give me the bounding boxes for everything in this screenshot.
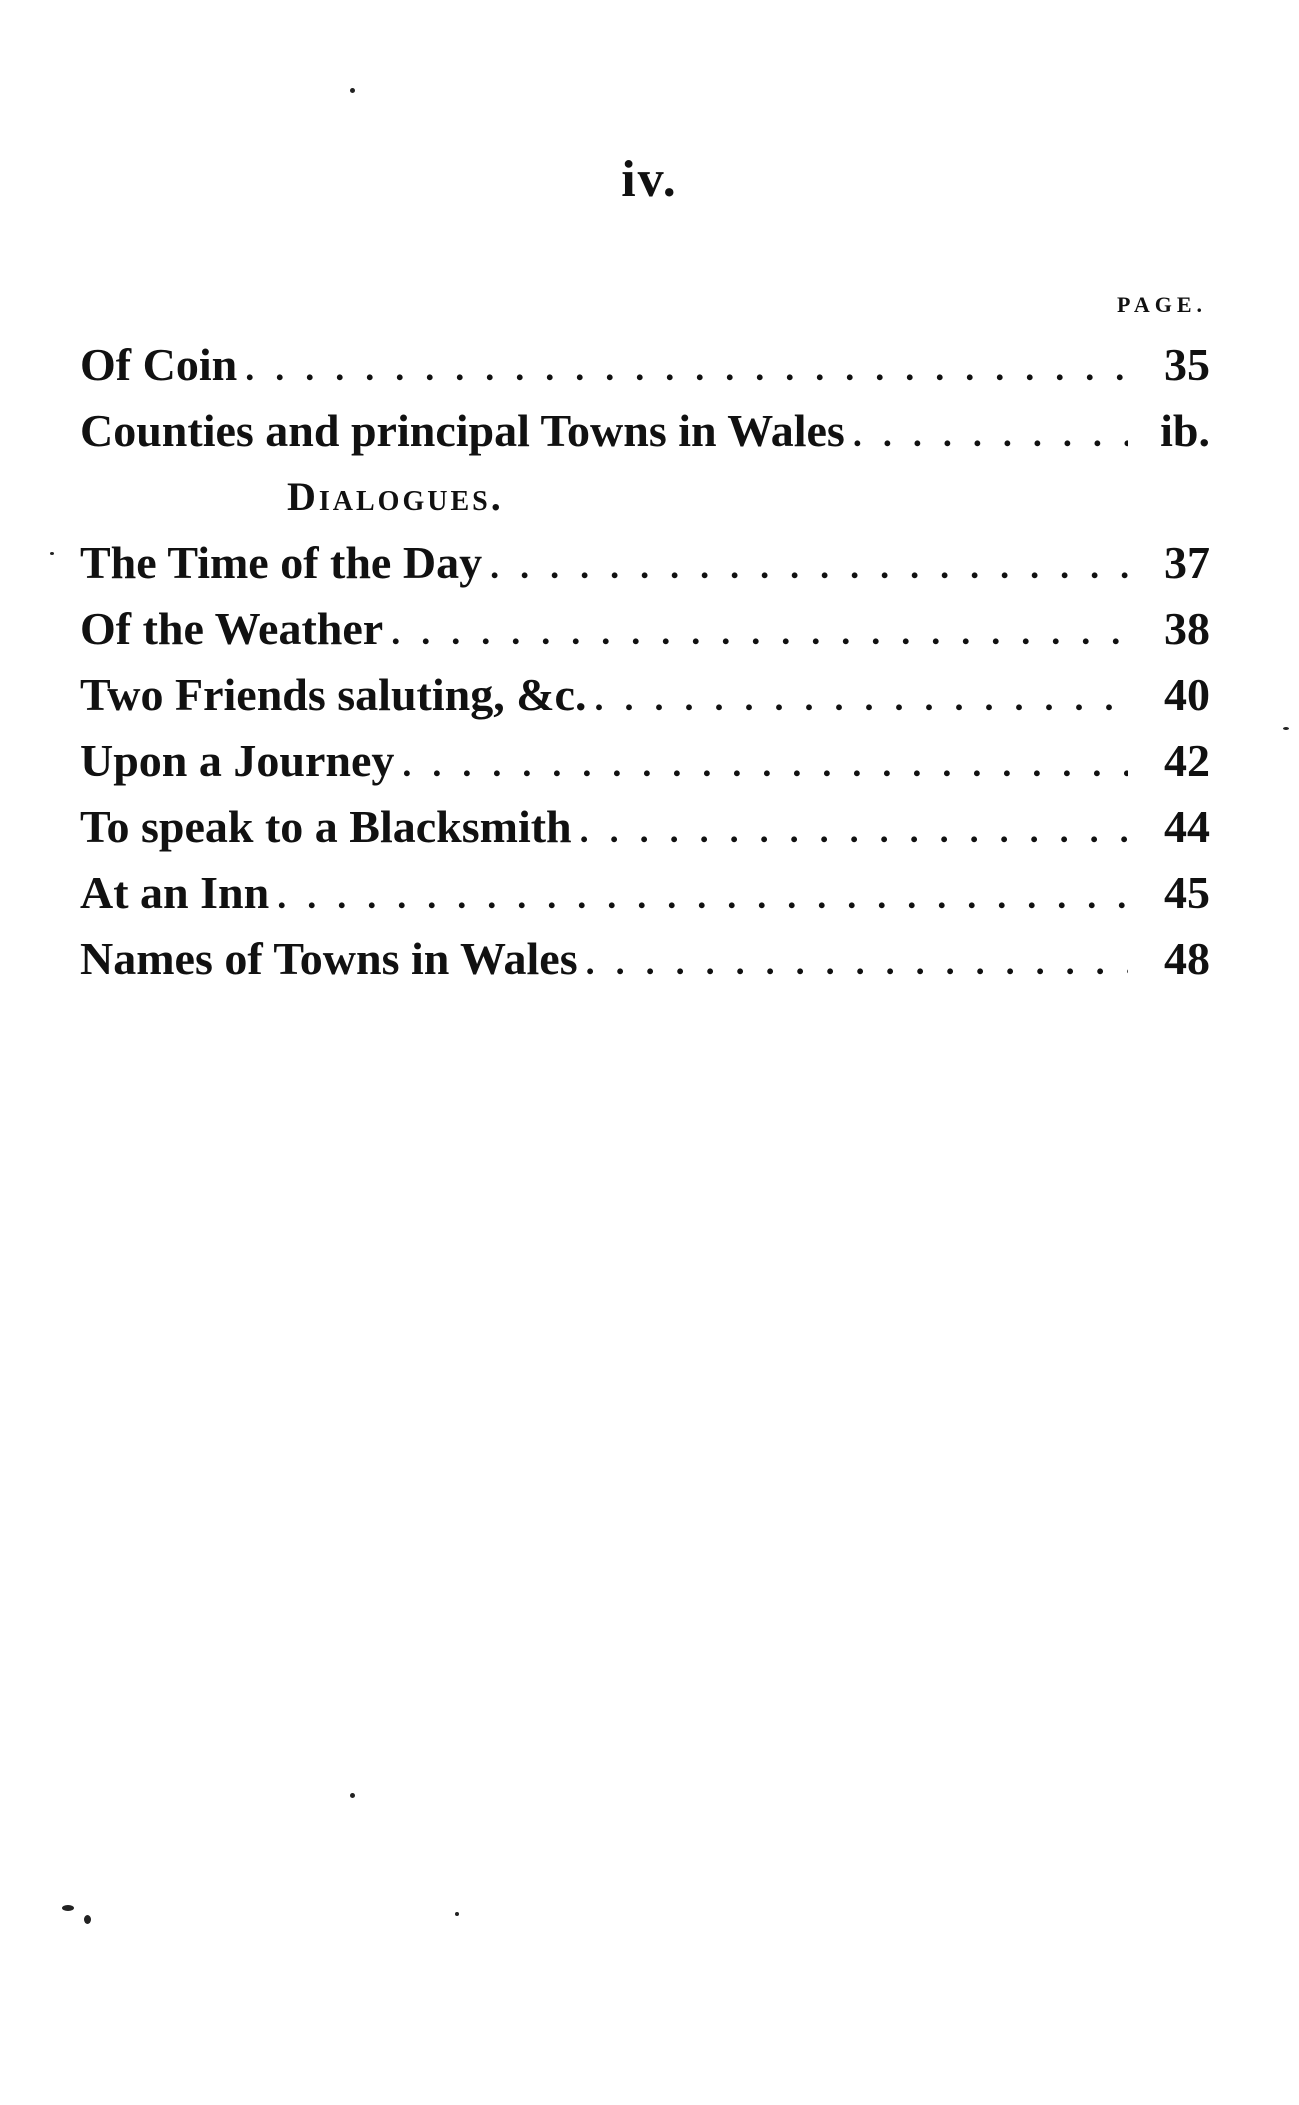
toc-entry-title: Names of Towns in Wales	[80, 933, 578, 984]
toc-entry	[80, 860, 1210, 926]
toc-entry-page: ib.	[1160, 405, 1210, 456]
section-heading-dialogues: Dialogues.	[287, 474, 504, 519]
toc-entry-title: To speak to a Blacksmith	[80, 801, 572, 852]
dot-leader	[391, 599, 1128, 665]
dot-leader	[586, 929, 1128, 995]
toc-entry-page: 40	[1164, 669, 1210, 720]
page-number: iv.	[621, 151, 678, 208]
toc-entry	[80, 332, 1210, 398]
toc-entry	[80, 530, 1210, 596]
print-speck	[1283, 727, 1289, 730]
toc-entry-page: 42	[1164, 735, 1210, 786]
page-column-header: PAGE.	[1117, 292, 1207, 317]
toc-entry-title: Of Coin	[80, 339, 238, 390]
table-of-contents	[80, 332, 1210, 992]
dot-leader	[245, 335, 1128, 401]
dot-leader	[594, 665, 1128, 731]
toc-entry-title: At an Inn	[80, 867, 270, 918]
print-speck	[50, 552, 54, 555]
print-speck	[455, 1912, 459, 1916]
toc-entry	[80, 596, 1210, 662]
toc-entry-title: Of the Weather	[80, 603, 384, 654]
dot-leader	[277, 863, 1128, 929]
print-speck	[350, 88, 355, 93]
toc-entry	[80, 926, 1210, 992]
toc-entry-title: Counties and principal Towns in Wales	[80, 405, 845, 456]
dot-leader	[580, 797, 1128, 863]
toc-entry	[80, 728, 1210, 794]
print-speck	[62, 1905, 74, 1911]
print-speck	[350, 1793, 355, 1798]
print-speck	[84, 1915, 91, 1924]
toc-entry-title: Upon a Journey	[80, 735, 395, 786]
toc-entry-page: 45	[1164, 867, 1210, 918]
toc-entry-page: 48	[1164, 933, 1210, 984]
toc-entry	[80, 794, 1210, 860]
dot-leader	[402, 731, 1128, 797]
toc-entry	[80, 662, 1210, 728]
dot-leader	[490, 533, 1128, 599]
toc-entry	[80, 398, 1210, 464]
toc-entry-title: The Time of the Day	[80, 537, 483, 588]
toc-entry-title: Two Friends saluting, &c.	[80, 669, 587, 720]
toc-entry-page: 35	[1164, 339, 1210, 390]
toc-entry-page: 38	[1164, 603, 1210, 654]
toc-entry-page: 44	[1164, 801, 1210, 852]
toc-entry-page: 37	[1164, 537, 1210, 588]
dot-leader	[853, 401, 1128, 467]
